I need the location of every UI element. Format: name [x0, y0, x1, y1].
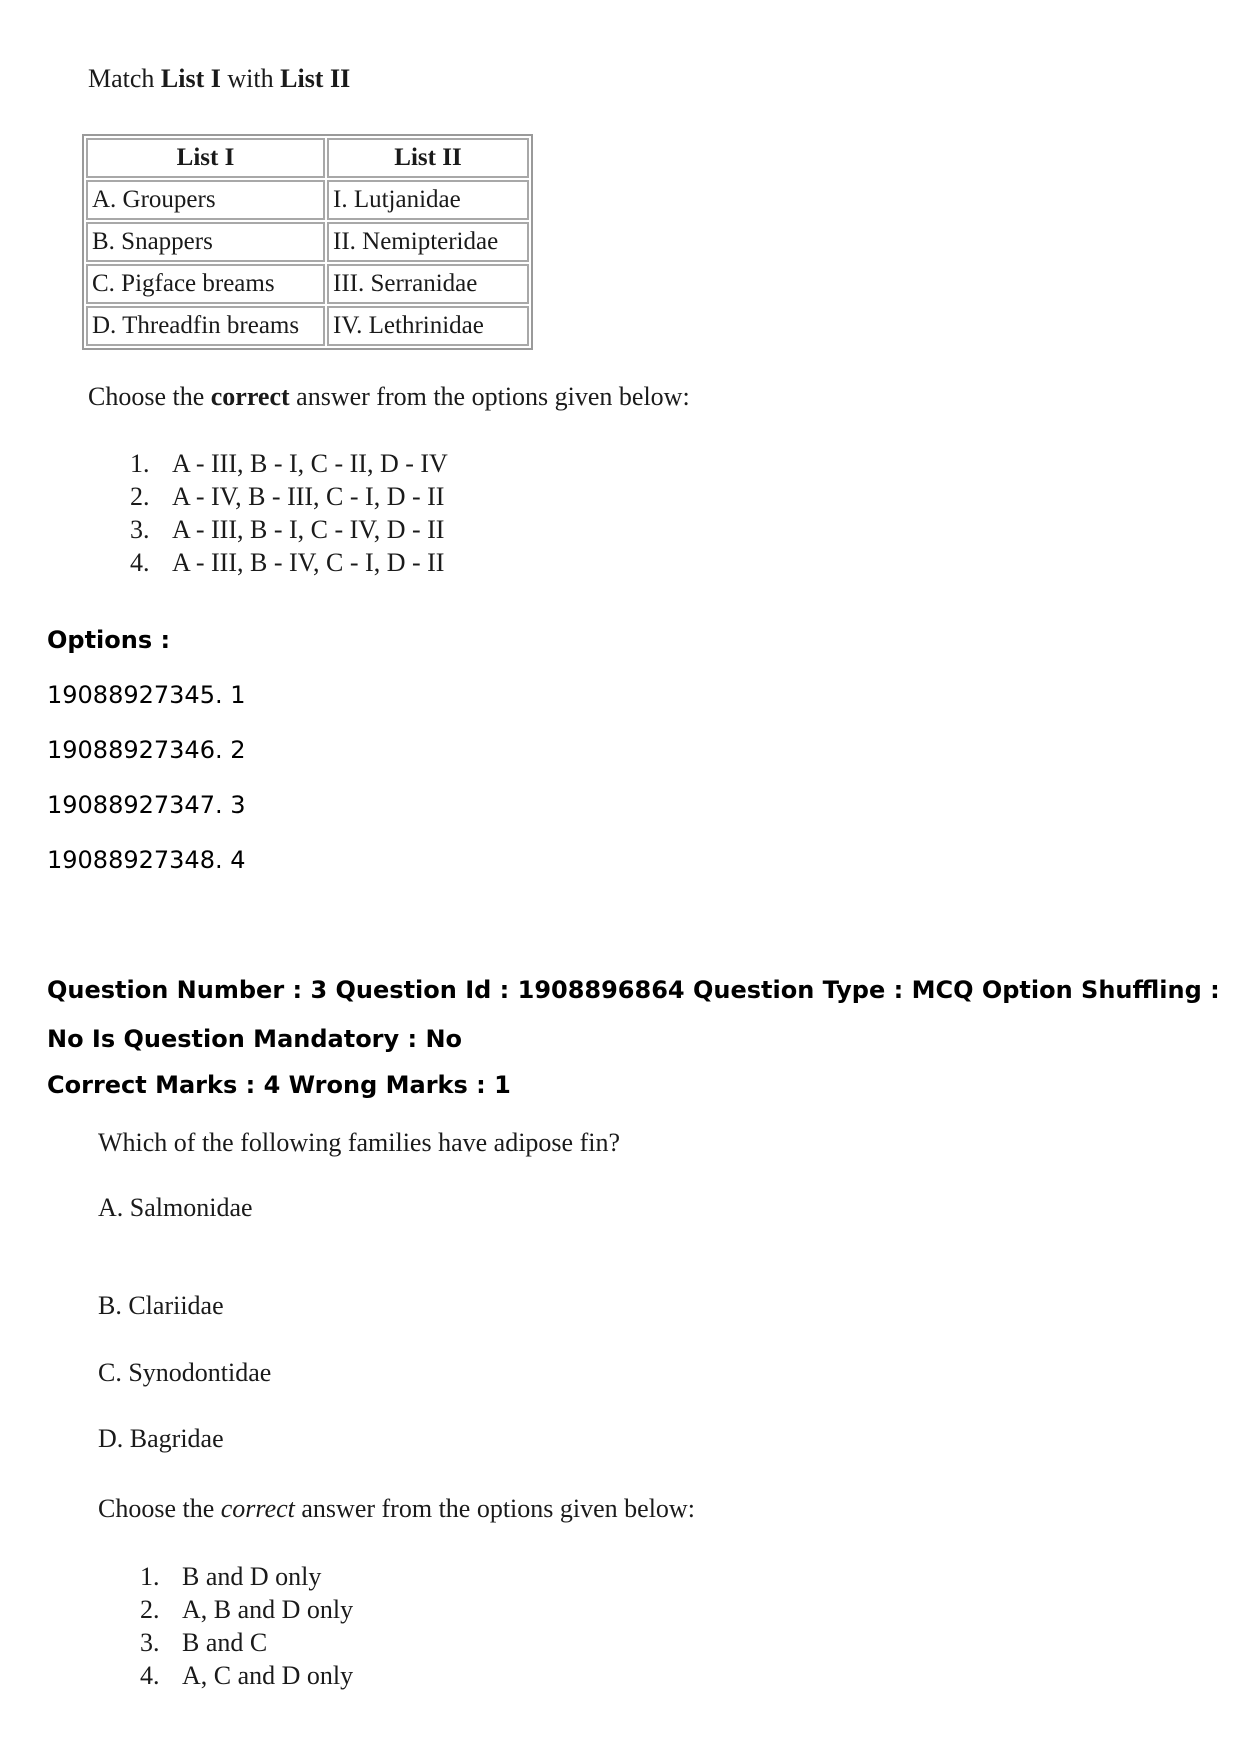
match-prompt [88, 64, 350, 94]
choice-text: B and D only [182, 1562, 322, 1591]
choice-number: 4. [140, 1661, 160, 1690]
choose-instruction [98, 1494, 695, 1524]
choose-instruction [88, 382, 690, 412]
prompt-text: Match [88, 64, 161, 93]
options-heading: Options : [47, 626, 171, 654]
table-cell: B. Snappers [86, 222, 325, 262]
option-line: 19088927347. 3 [47, 791, 246, 819]
choice-number: 4. [130, 548, 150, 577]
choice-text: A - III, B - I, C - IV, D - II [172, 515, 445, 544]
list-item [140, 1659, 353, 1692]
list-item [140, 1626, 353, 1659]
list-item [140, 1560, 353, 1593]
choice-number: 1. [130, 449, 150, 478]
table-cell: D. Threadfin breams [86, 306, 325, 346]
statement-item: C. Synodontidae [98, 1358, 272, 1387]
choice-number: 3. [140, 1628, 160, 1657]
prompt-text: with [220, 64, 281, 93]
choice-text: A - III, B - IV, C - I, D - II [172, 548, 445, 577]
marks-line: Correct Marks : 4 Wrong Marks : 1 [47, 1071, 511, 1099]
table-cell: A. Groupers [86, 180, 325, 220]
table-row [86, 222, 529, 262]
choice-text: A, B and D only [182, 1595, 354, 1624]
instruction-emphasis: correct [220, 1494, 295, 1523]
list-item [130, 513, 448, 546]
list-item [140, 1593, 353, 1626]
table-row [86, 180, 529, 220]
choice-text: A - IV, B - III, C - I, D - II [172, 482, 445, 511]
question-prompt: Which of the following families have adipose fin? [98, 1128, 621, 1157]
question-header: Question Number : 3 Question Id : 1908896864 Question Type : MCQ Option Shuffling : No Is Question Mandatory : No [47, 976, 1220, 1053]
table-row [86, 306, 529, 346]
option-line: 19088927348. 4 [47, 846, 246, 874]
statement-item: B. Clariidae [98, 1291, 224, 1320]
instruction-text: answer from the options given below: [289, 382, 690, 411]
choice-number: 1. [140, 1562, 160, 1591]
choice-number: 3. [130, 515, 150, 544]
answer-choices [140, 1560, 353, 1692]
statement-item: D. Bagridae [98, 1424, 224, 1453]
instruction-emphasis: correct [210, 382, 290, 411]
instruction-text: Choose the [98, 1494, 221, 1523]
table-cell: C. Pigface breams [86, 264, 325, 304]
choice-text: B and C [182, 1628, 268, 1657]
list-item [130, 480, 448, 513]
table-cell: III. Serranidae [327, 264, 529, 304]
choice-text: A - III, B - I, C - II, D - IV [172, 449, 448, 478]
list-item [130, 546, 448, 579]
table-cell: II. Nemipteridae [327, 222, 529, 262]
instruction-text: Choose the [88, 382, 211, 411]
instruction-text: answer from the options given below: [294, 1494, 695, 1523]
column-header: List II [327, 138, 529, 178]
choice-number: 2. [130, 482, 150, 511]
prompt-list1: List I [160, 64, 221, 93]
answer-choices [130, 447, 448, 579]
choice-number: 2. [140, 1595, 160, 1624]
table-cell: I. Lutjanidae [327, 180, 529, 220]
table-cell: IV. Lethrinidae [327, 306, 529, 346]
option-line: 19088927345. 1 [47, 681, 246, 709]
table-row [86, 264, 529, 304]
prompt-list2: List II [280, 64, 351, 93]
statement-item: A. Salmonidae [98, 1193, 253, 1222]
choice-text: A, C and D only [182, 1661, 354, 1690]
list-item [130, 447, 448, 480]
option-line: 19088927346. 2 [47, 736, 246, 764]
match-table [82, 134, 533, 350]
column-header: List I [86, 138, 325, 178]
table-header-row [86, 138, 529, 178]
